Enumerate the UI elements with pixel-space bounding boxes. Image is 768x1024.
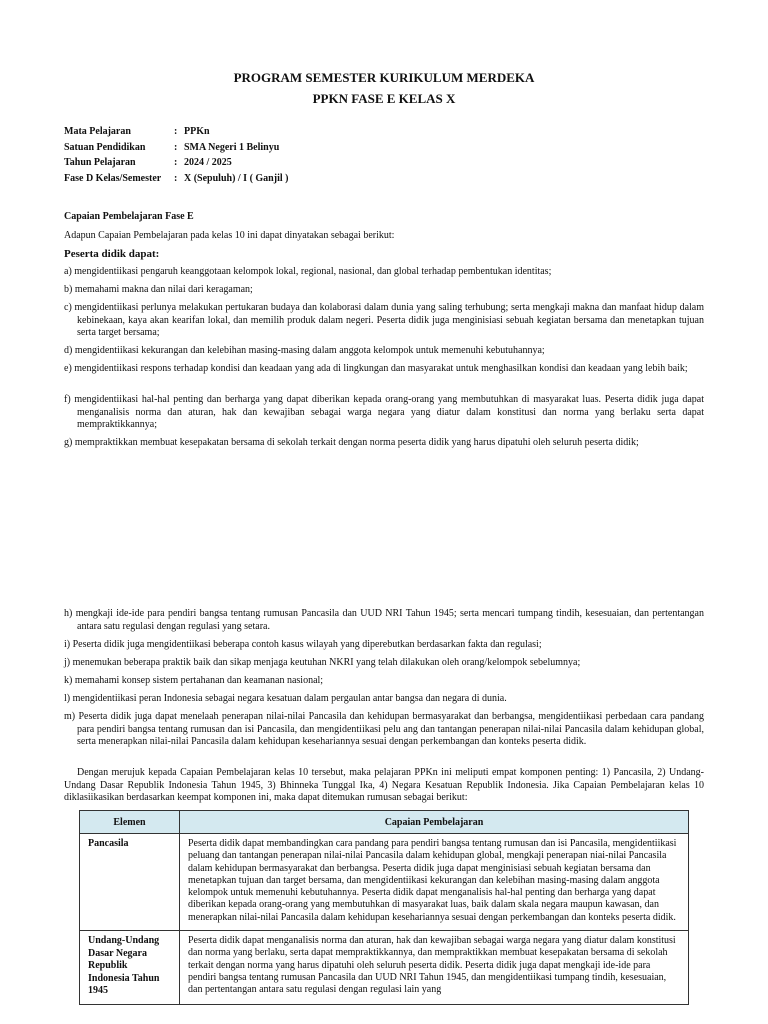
- info-row: [64, 155, 288, 171]
- header-capaian: Capaian Pembelajaran: [180, 811, 689, 834]
- document-subtitle: PPKN FASE E KELAS X: [312, 91, 456, 106]
- list-item: b) memahami makna dan nilai dari keragaman;: [64, 284, 253, 295]
- info-colon: :: [174, 157, 178, 168]
- list-item: l) mengidentiikasi peran Indonesia sebagai negara kesatuan dalam pergaulan antar bangsa dan negara di dunia.: [64, 693, 507, 704]
- info-colon: :: [174, 141, 178, 153]
- info-row: [64, 124, 288, 140]
- row-element: Pancasila: [80, 834, 180, 931]
- list-item: g) mempraktikkan membuat kesepakatan bersama di sekolah terkait dengan norma peserta didik yang harus dipatuhi oleh seluruh peserta didik;: [64, 437, 639, 448]
- table-row: [80, 931, 689, 1005]
- list-item: j) menemukan beberapa praktik baik dan sikap menjaga keutuhan NKRI yang telah dilakukan oleh orang/kelompok sebelumnya;: [64, 657, 581, 668]
- list-item: k) memahami konsep sistem pertahanan dan keamanan nasional;: [64, 675, 324, 686]
- table-row: [80, 834, 689, 931]
- info-colon: :: [174, 172, 178, 184]
- info-colon: :: [174, 126, 178, 137]
- info-value: SMA Negeri 1 Belinyu: [184, 141, 280, 153]
- info-label: Tahun Pelajaran: [64, 157, 136, 168]
- row-element: Undang-Undang Dasar Negara Republik Indonesia Tahun 1945: [80, 931, 180, 1005]
- info-row: [64, 140, 288, 156]
- info-label: Fase D Kelas/Semester: [64, 172, 162, 184]
- document-title: PROGRAM SEMESTER KURIKULUM MERDEKA: [233, 70, 535, 85]
- section-intro: Adapun Capaian Pembelajaran pada kelas 10 ini dapat dinyatakan sebagai berikut:: [64, 230, 395, 241]
- list-item: e) mengidentiikasi respons terhadap kondisi dan keadaan yang ada di lingkungan dan masyarakat untuk menghasilkan kondisi dan keadaan yang lebih baik;: [64, 363, 688, 374]
- row-description: Peserta didik dapat membandingkan cara pandang para pendiri bangsa tentang rumusan dan isi Pancasila, mengidentiikasi peluang dan tantangan penerapan nilai-nilai Pancasila dalam kehidupan global, mengkaji penerapan niai-nilai Pancasila dalam kehidupan bermasyarakat dan berbangsa. Peserta didik juga dapat menginisiasi sebuah kegiatan bersama dan menetapkan tujuan dan target bersama, dan mengidentiikasi kekurangan dan kelebihan masing-masing dalam anggota kelompok untuk memenuhi kebutuhannya. Peserta didik dapat menganalisis hal-hal penting dan berharga yang dapat diberikan kepada orang-orang yang membutuhkan di masyarakat luas, baik dalam skala negara maupun kawasan, dan menerapkan nilai-nilai Pancasila dalam kehidupan kesehariannya sesuai dengan perkembangan dan konteks peserta didik.: [180, 834, 689, 931]
- info-value: PPKn: [184, 126, 210, 137]
- info-value: 2024 / 2025: [184, 157, 232, 168]
- list-item: d) mengidentiikasi kekurangan dan kelebihan masing-masing dalam anggota kelompok untuk memenuhi kebutuhannya;: [64, 345, 545, 356]
- info-label: Mata Pelajaran: [64, 126, 131, 137]
- capaian-table: [79, 810, 689, 1005]
- list-item: c) mengidentiikasi perlunya melakukan pertukaran budaya dan kolaborasi dalam dunia yang saling terhubung; serta mengkaji makna dan manfaat hidup dalam kebinekaan, kaya akan kearifan lokal, dan memilih produk dalam negeri. Peserta didik juga menginisiasi sebuah kegiatan bersama dan menetapkan tujuan serta target bersama;: [64, 302, 704, 338]
- list-item: h) mengkaji ide-ide para pendiri bangsa tentang rumusan Pancasila dan UUD NRI Tahun 1945; serta mencari tumpang tindih, kesesuaian, dan pertentangan antara satu regulasi dengan regulasi yang setara.: [64, 608, 704, 632]
- section-heading: Capaian Pembelajaran Fase E: [64, 211, 194, 222]
- list-item: f) mengidentiikasi hal-hal penting dan berharga yang dapat diberikan kepada orang-orang yang membutuhkan di masyarakat luas. Peserta didik juga dapat menganalisis norma dan aturan, hak dan kewajiban sebagai warga negara yang diatur dalam konstitusi dan norma yang berlaku serta dapat mempraktikkannya;: [64, 394, 704, 430]
- info-label: Satuan Pendidikan: [64, 141, 146, 153]
- list-item: i) Peserta didik juga mengidentiikasi beberapa contoh kasus wilayah yang diperebutkan berdasarkan fakta dan regulasi;: [64, 639, 542, 650]
- header-elemen: Elemen: [80, 811, 180, 834]
- row-description: Peserta didik dapat menganalisis norma dan aturan, hak dan kewajiban sebagai warga negara yang diatur dalam konstitusi dan norma yang berlaku, serta dapat mempraktikkannya, dan mempraktikkan membuat kesepakatan bersama di sekolah terkait dengan norma yang harus dipatuhi oleh seluruh peserta didik. Peserta didik juga dapat mengkaji ide-ide para pendiri bangsa tentang rumusan Pancasila dan UUD NRI Tahun 1945, dan mengidentiikasi tumpang tindih, kesesuaian, dan pertentangan antara satu regulasi dengan regulasi lain yang: [180, 931, 689, 1005]
- peserta-heading: Peserta didik dapat:: [64, 248, 160, 260]
- info-value: X (Sepuluh) / I ( Ganjil ): [184, 172, 289, 184]
- info-block: [64, 124, 288, 186]
- list-item: a) mengidentiikasi pengaruh keanggotaan kelompok lokal, regional, nasional, dan global terhadap pembentukan identitas;: [64, 266, 552, 277]
- info-row: [64, 171, 288, 187]
- closing-paragraph: Dengan merujuk kepada Capaian Pembelajaran kelas 10 tersebut, maka pelajaran PPKn ini meliputi empat komponen penting: 1) Pancasila, 2) Undang-Undang Dasar Republik Indonesia Tahun 1945, 3) Bhinneka Tunggal Ika, 4) Negara Kesatuan Republik Indonesia. Jika Capaian Pembelajaran kelas 10 diklasiikasikan berdasarkan keempat komponen ini, maka dapat ditemukan rumusan sebagai berikut:: [64, 767, 704, 803]
- table-header-row: [80, 811, 689, 834]
- list-item: m) Peserta didik juga dapat menelaah penerapan nilai-nilai Pancasila dan kehidupan bermasyarakat dan berbangsa, mengidentiikasi perbedaan cara pandang para pendiri bangsa tentang rumusan dan isi Pancasila, dan mengidentiikasi pelu ang dan tantangan penerapan nilai-nilai Pancasila dalam kehidupan global, serta menerapkan nilai-nilai Pancasila dalam kehidupan kesehariannya sesuai dengan perkembangan dan konteks peserta didik.: [64, 711, 704, 747]
